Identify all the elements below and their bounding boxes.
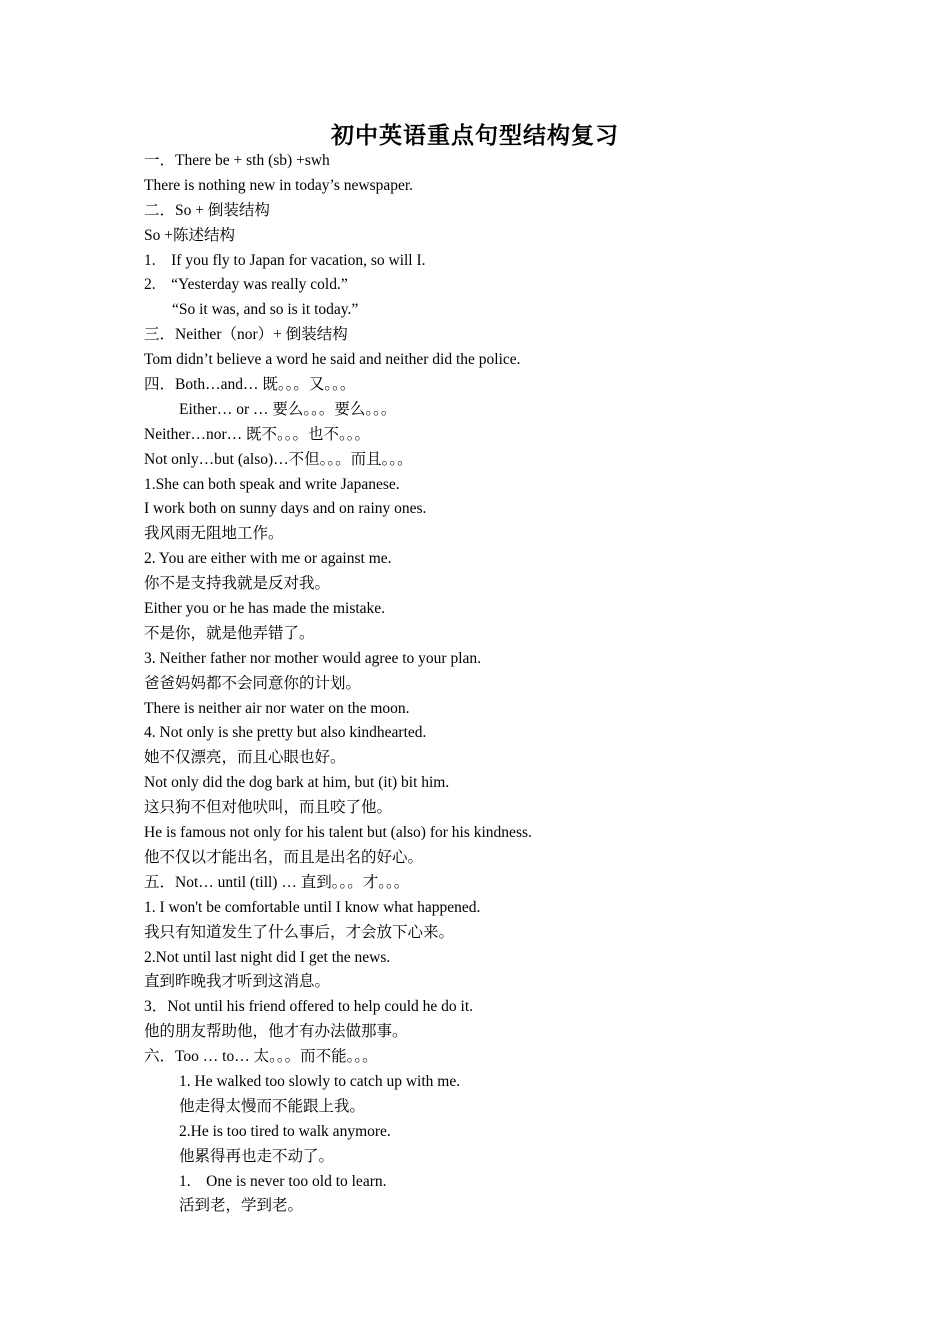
example-sentence: There is neither air nor water on the moon. xyxy=(144,699,410,717)
example-sentence: 1. I won't be comfortable until I know what happened. xyxy=(144,898,481,916)
example-sentence: 2.He is too tired to walk anymore. xyxy=(179,1122,391,1140)
example-sentence: There is nothing new in today’s newspaper. xyxy=(144,176,414,194)
example-sentence: I work both on sunny days and on rainy ones. xyxy=(144,500,427,518)
example-sentence: Either you or he has made the mistake. xyxy=(144,600,386,618)
translation: 直到昨晚我才听到这消息。 xyxy=(144,973,331,991)
section-heading-4: 四．Both…and… 既。。。又。。。 xyxy=(144,376,356,394)
translation: 他不仅以才能出名，而且是出名的好心。 xyxy=(144,848,424,866)
section-heading-2: 二．So + 倒装结构 xyxy=(144,201,270,219)
example-sentence: “So it was, and so is it today.” xyxy=(172,301,359,319)
translation: 我风雨无阻地工作。 xyxy=(144,525,284,543)
structure-note: Neither…nor… 既不。。。也不。。。 xyxy=(144,425,371,443)
section-heading-1: 一．There be + sth (sb) +swh xyxy=(144,152,330,169)
example-sentence: 4. Not only is she pretty but also kindhearted. xyxy=(144,724,427,742)
document-title: 初中英语重点句型结构复习 xyxy=(331,123,619,148)
example-sentence: 1.She can both speak and write Japanese. xyxy=(144,475,400,493)
section-heading-3: 三．Neither（nor）+ 倒装结构 xyxy=(144,326,348,344)
document-body xyxy=(144,149,844,1219)
example-sentence: Not only did the dog bark at him, but (it) bit him. xyxy=(144,774,450,792)
example-sentence: 2.Not until last night did I get the news. xyxy=(144,948,391,966)
example-sentence: Tom didn’t believe a word he said and neither did the police. xyxy=(144,351,521,369)
section-heading-5: 五．Not… until (till) … 直到。。。才。。。 xyxy=(144,873,410,891)
translation: 这只狗不但对他吠叫，而且咬了他。 xyxy=(144,799,393,817)
example-sentence: He is famous not only for his talent but (also) for his kindness. xyxy=(144,824,532,842)
section-heading-6: 六．Too … to… 太。。。而不能。。。 xyxy=(144,1048,378,1066)
structure-note: Either… or … 要么。。。要么。。。 xyxy=(179,400,397,418)
translation: 他的朋友帮助他，他才有办法做那事。 xyxy=(144,1023,408,1041)
structure-note: So +陈述结构 xyxy=(144,226,235,244)
example-sentence: 2. “Yesterday was really cold.” xyxy=(144,276,348,294)
example-sentence: 1. One is never too old to learn. xyxy=(179,1172,387,1190)
example-sentence: 1. If you fly to Japan for vacation, so will I. xyxy=(144,251,426,269)
example-sentence: 3. Neither father nor mother would agree to your plan. xyxy=(144,649,482,667)
translation: 我只有知道发生了什么事后，才会放下心来。 xyxy=(144,923,455,941)
translation: 他走得太慢而不能跟上我。 xyxy=(179,1097,366,1115)
translation: 她不仅漂亮，而且心眼也好。 xyxy=(144,749,346,767)
translation: 不是你，就是他弄错了。 xyxy=(144,624,315,642)
translation: 爸爸妈妈都不会同意你的计划。 xyxy=(144,674,362,692)
example-sentence: 2. You are either with me or against me. xyxy=(144,550,392,568)
example-sentence: 3．Not until his friend offered to help could he do it. xyxy=(144,998,474,1016)
example-sentence: 1. He walked too slowly to catch up with me. xyxy=(179,1072,461,1090)
translation: 你不是支持我就是反对我。 xyxy=(144,575,331,593)
translation: 他累得再也走不动了。 xyxy=(179,1147,335,1165)
translation: 活到老，学到老。 xyxy=(179,1197,304,1215)
structure-note: Not only…but (also)…不但。。。而且。。。 xyxy=(144,450,413,468)
